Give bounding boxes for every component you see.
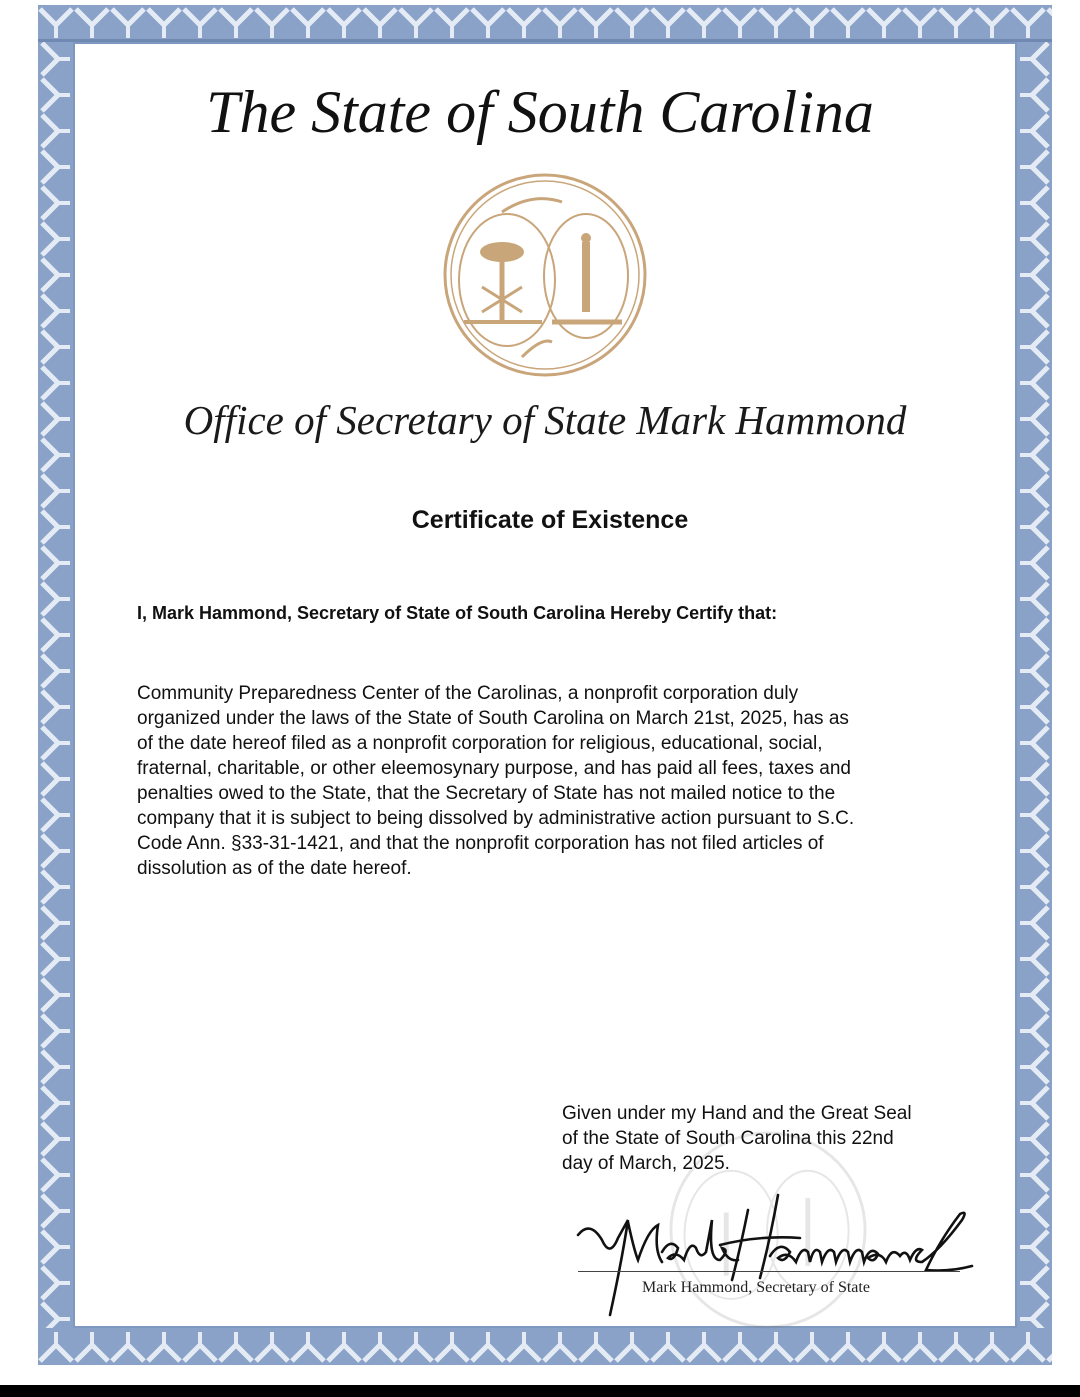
- state-seal-image: [442, 172, 648, 383]
- body-line: Code Ann. §33-31-1421, and that the nonprofit corporation has not filed articles of: [137, 833, 824, 854]
- signature-line: [578, 1271, 960, 1272]
- given-line: Given under my Hand and the Great Seal: [562, 1103, 912, 1124]
- office-title: Office of Secretary of State Mark Hammond: [183, 397, 907, 443]
- document-title: The State of South Carolina: [206, 79, 874, 145]
- signature-image: [570, 1190, 980, 1325]
- body-line: of the date hereof filed as a nonprofit corporation for religious, educational, social,: [137, 733, 823, 754]
- bottom-black-bar: [0, 1385, 1080, 1397]
- body-line: company that it is subject to being dissolved by administrative action pursuant to S.C.: [137, 808, 855, 829]
- certificate-body: [137, 681, 854, 881]
- given-under-hand: [562, 1101, 912, 1176]
- body-line: dissolution as of the date hereof.: [137, 858, 412, 879]
- certification-intro: I, Mark Hammond, Secretary of State of South Carolina Hereby Certify that:: [137, 603, 778, 623]
- body-line: fraternal, charitable, or other eleemosynary purpose, and has paid all fees, taxes and: [137, 758, 851, 779]
- body-line: Community Preparedness Center of the Carolinas, a nonprofit corporation duly: [137, 683, 799, 704]
- certificate-heading: Certificate of Existence: [411, 506, 689, 534]
- given-line: day of March, 2025.: [562, 1153, 730, 1174]
- body-line: penalties owed to the State, that the Secretary of State has not mailed notice to the: [137, 783, 836, 804]
- body-line: organized under the laws of the State of South Carolina on March 21st, 2025, has as: [137, 708, 849, 729]
- signer-caption: Mark Hammond, Secretary of State: [642, 1279, 870, 1296]
- given-line: of the State of South Carolina this 22nd: [562, 1128, 894, 1149]
